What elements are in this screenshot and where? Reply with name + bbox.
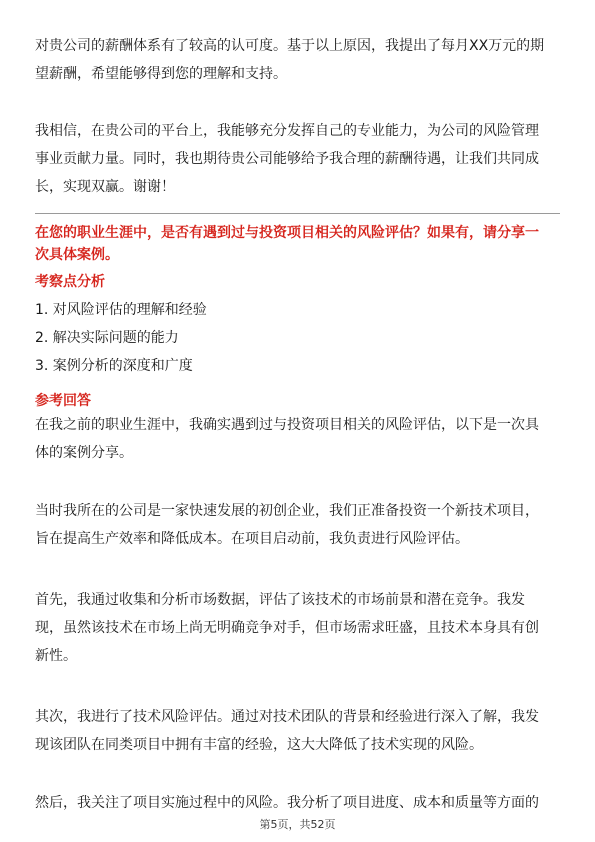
analysis-heading: 考察点分析 [35, 274, 105, 290]
analysis-item: 2. 解决实际问题的能力 [35, 330, 179, 346]
text-line: 体的案例分享。 [35, 445, 133, 461]
answer-paragraph-technology [35, 703, 560, 759]
text-line: 现该团队在同类项目中拥有丰富的经验，这大大降低了技术实现的风险。 [35, 737, 483, 753]
text-line: 现，虽然该技术在市场上尚无明确竞争对手，但市场需求旺盛，且技术本身具有创 [35, 620, 539, 636]
text-line: 当时我所在的公司是一家快速发展的初创企业，我们正准备投资一个新技术项目， [35, 503, 539, 519]
question-line: 次具体案例。 [35, 247, 119, 263]
interview-question [35, 222, 560, 266]
analysis-item: 3. 案例分析的深度和广度 [35, 358, 193, 374]
paragraph-salary-expectation [35, 32, 560, 88]
answer-paragraph-background [35, 497, 560, 553]
text-line: 其次，我进行了技术风险评估。通过对技术团队的背景和经验进行深入了解，我发 [35, 709, 539, 725]
paragraph-closing-statement [35, 117, 560, 201]
section-divider [35, 213, 560, 214]
answer-paragraph-implementation [35, 789, 560, 817]
question-line: 在您的职业生涯中，是否有遇到过与投资项目相关的风险评估？如果有，请分享一 [35, 225, 539, 241]
answer-paragraph-market [35, 586, 560, 670]
analysis-item: 1. 对风险评估的理解和经验 [35, 302, 207, 318]
text-line: 事业贡献力量。同时，我也期待贵公司能够给予我合理的薪酬待遇，让我们共同成 [35, 151, 539, 167]
text-line: 我相信，在贵公司的平台上，我能够充分发挥自己的专业能力，为公司的风险管理 [35, 123, 539, 139]
page-number: 第5页，共52页 [259, 818, 336, 831]
text-line: 旨在提高生产效率和降低成本。在项目启动前，我负责进行风险评估。 [35, 531, 469, 547]
text-line: 新性。 [35, 648, 77, 664]
text-line: 在我之前的职业生涯中，我确实遇到过与投资项目相关的风险评估，以下是一次具 [35, 417, 539, 433]
answer-heading: 参考回答 [35, 393, 91, 409]
text-line: 长，实现双赢。谢谢！ [35, 179, 175, 195]
answer-paragraph-intro [35, 411, 560, 467]
text-line: 对贵公司的薪酬体系有了较高的认可度。基于以上原因，我提出了每月XX万元的期 [35, 38, 545, 54]
text-line: 然后，我关注了项目实施过程中的风险。我分析了项目进度、成本和质量等方面的 [35, 795, 539, 811]
text-line: 首先，我通过收集和分析市场数据，评估了该技术的市场前景和潜在竞争。我发 [35, 592, 525, 608]
text-line: 望薪酬，希望能够得到您的理解和支持。 [35, 66, 287, 82]
